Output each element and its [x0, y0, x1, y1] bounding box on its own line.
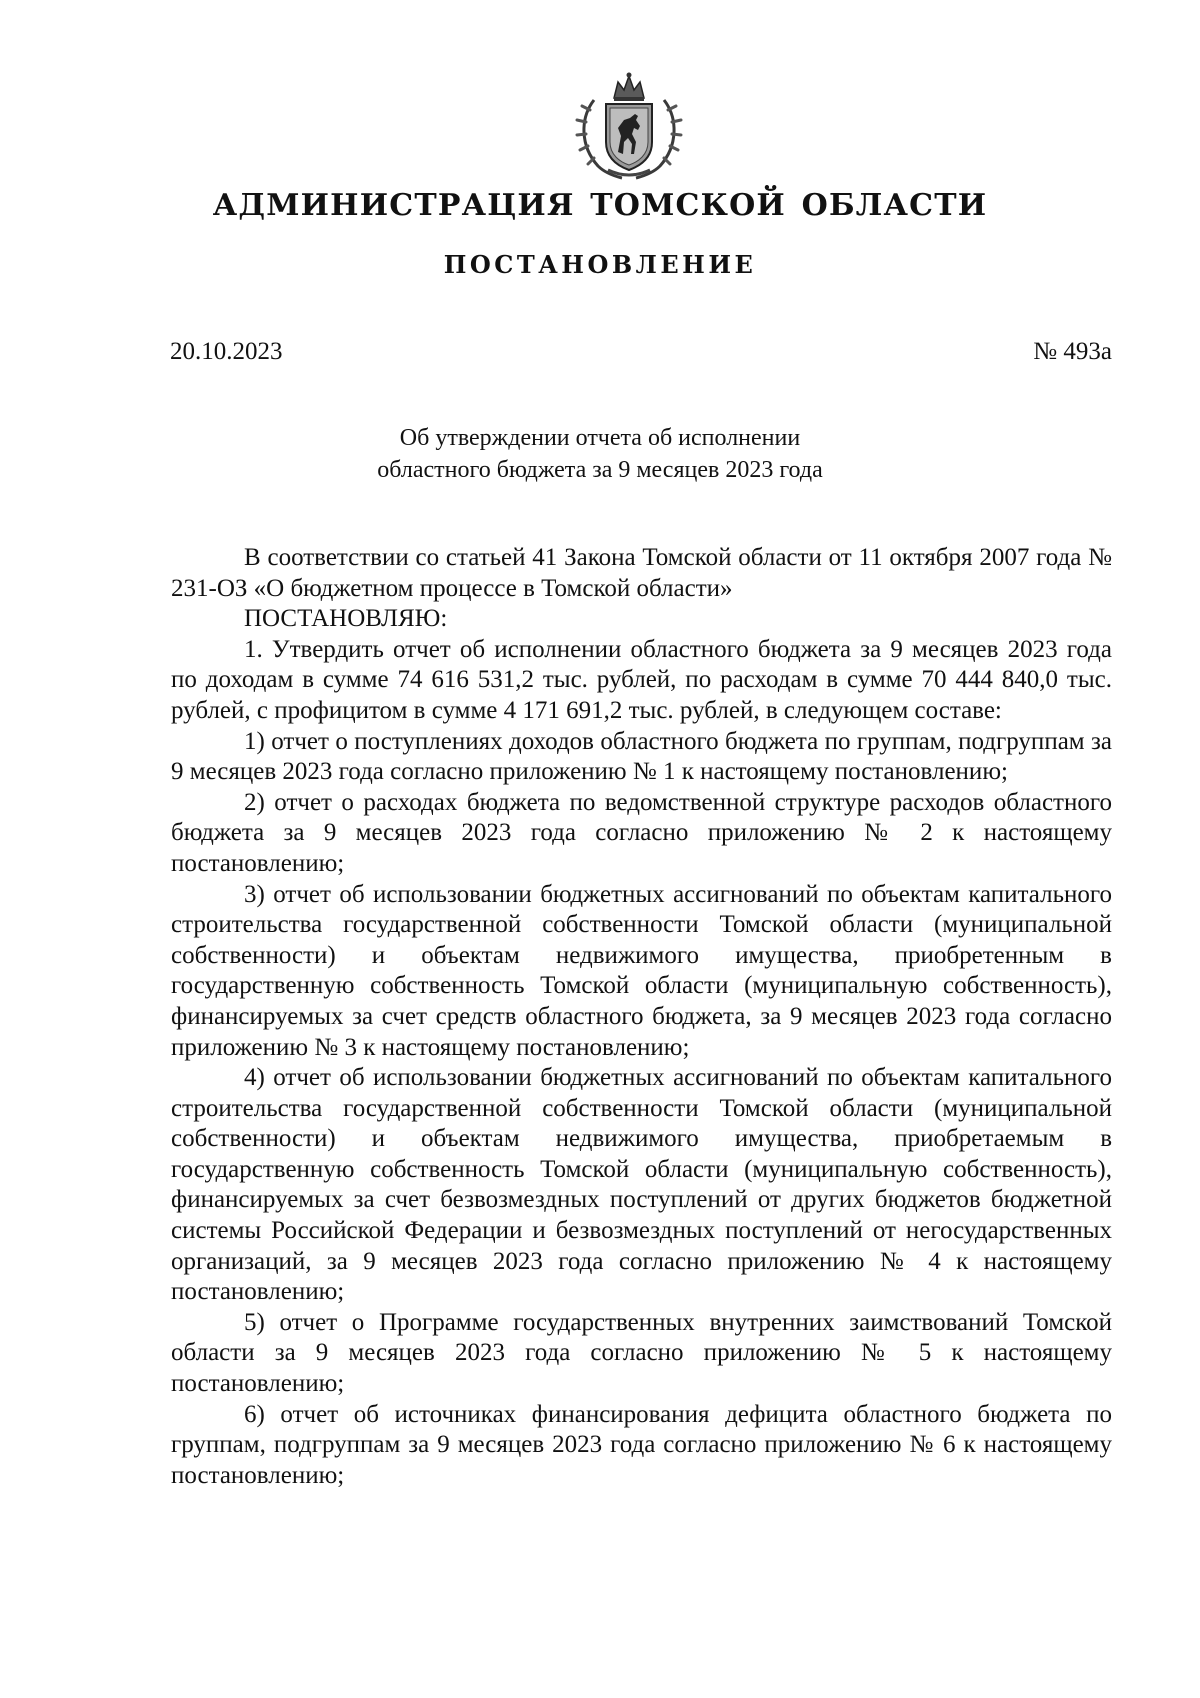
subitem-4-paragraph: 4) отчет об использовании бюджетных ассигнований по объектам капитального строительства государственной собственности Томской области (муниципальной собственности) и объектам недвижимого имущества, приобретаемым в государственную собственность Томской области (муниципальную собственность), финансируемых за счет безвозмездных поступлений от других бюджетов бюджетной системы Российской Федерации и безвозмездных поступлений от негосударственных организаций, за 9 месяцев 2023 года согласно приложению № 4 к настоящему постановлению; [171, 1064, 1112, 1306]
item-1-paragraph: 1. Утвердить отчет об исполнении областного бюджета за 9 месяцев 2023 года по доходам в сумме 74 616 531,2 тыс. рублей, по расходам в сумме 70 444 840,0 тыс. рублей, с профицитом в сумме 4 171 691,2 тыс. рублей, в следующем составе: [171, 635, 1112, 724]
subitem-5-paragraph: 5) отчет о Программе государственных внутренних заимствований Томской области за 9 месяцев 2023 года согласно приложению № 5 к настоящему постановлению; [171, 1308, 1112, 1398]
document-body [171, 543, 1112, 1491]
subitem-6-paragraph: 6) отчет об источниках финансирования дефицита областного бюджета по группам, подгруппам за 9 месяцев 2023 года согласно приложению № 6 к настоящему постановлению; [171, 1400, 1112, 1489]
document-number: № 493а [1033, 338, 1112, 365]
organization-title: АДМИНИСТРАЦИЯ ТОМСКОЙ ОБЛАСТИ [212, 188, 988, 223]
subitem-1-paragraph: 1) отчет о поступлениях доходов областного бюджета по группам, подгруппам за 9 месяцев 2023 года согласно приложению № 1 к настоящему постановлению; [171, 727, 1112, 786]
document-type-heading: ПОСТАНОВЛЕНИЕ [443, 250, 757, 279]
decree-word: ПОСТАНОВЛЯЮ: [244, 605, 448, 633]
subitem-2-paragraph: 2) отчет о расходах бюджета по ведомственной структуре расходов областного бюджета за 9 месяцев 2023 года согласно приложению № 2 к настоящему постановлению; [171, 788, 1112, 877]
subitem-3-paragraph: 3) отчет об использовании бюджетных ассигнований по объектам капитального строительства государственной собственности Томской области (муниципальной собственности) и объектам недвижимого имущества, приобретенным в государственную собственность Томской области (муниципальную собственность), финансируемых за счет средств областного бюджета, за 9 месяцев 2023 года согласно приложению № 3 к настоящему постановлению; [171, 880, 1112, 1061]
preamble-paragraph: В соответствии со статьей 41 Закона Томской области от 11 октября 2007 года № 231-ОЗ «О бюджетном процессе в Томской области» [171, 544, 1112, 602]
subject-line: Об утверждении отчета об исполнении [399, 425, 801, 451]
subject-line: областного бюджета за 9 месяцев 2023 года [377, 457, 823, 483]
document-date: 20.10.2023 [170, 338, 283, 365]
document-subject [0, 422, 1200, 486]
coat-of-arms-icon [574, 70, 684, 182]
